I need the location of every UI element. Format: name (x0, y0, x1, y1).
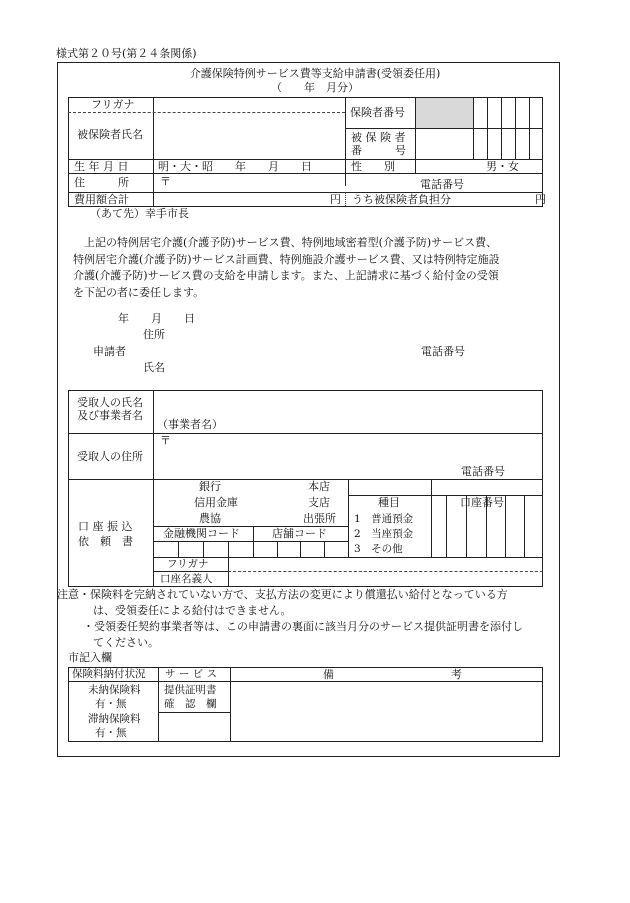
recipient-postal-mark: 〒 (160, 434, 171, 447)
applicant-address-label: 住所 (143, 328, 165, 341)
declaration-line: 介護(介護予防)サービス費の支給を申請します。また、上記請求に基づく給付金の受領 (73, 269, 499, 282)
service-cert-label-line2: 提供証明書 (164, 684, 217, 696)
insured-number-label-line2: 番 号 (351, 144, 406, 157)
bank-code-label: 金融機関コード (163, 527, 240, 540)
premium-status-label: 保険料納付状況 (72, 668, 146, 680)
declaration-line: 上記の特例居宅介護(介護予防)サービス費、特例地域密着型(介護予防)サービス費、 (73, 236, 498, 249)
holder-furigana-label: フリガナ (167, 558, 209, 570)
recipient-name-label-line1: 受取人の氏名 (77, 396, 143, 409)
account-type-current: 2 当座預金 (354, 528, 414, 540)
bank-section-label-line2: 依 頼 書 (78, 535, 133, 548)
account-type-other: 3 その他 (354, 543, 403, 555)
note-line: ・受領委任契約事業者等は、この申請書の裏面に該当月分のサービス提供証明書を添付し (83, 620, 523, 633)
account-type-ordinary: 1 普通預金 (354, 513, 414, 525)
account-holder-label: 口座名義人 (160, 573, 213, 585)
applicant-label: 申請者 (93, 345, 126, 358)
sex-label: 性 別 (351, 160, 395, 173)
remarks-label-1: 備 (323, 668, 334, 681)
recipient-address-label: 受取人の住所 (77, 450, 143, 463)
branch-option-branch: 支店 (308, 496, 330, 509)
recipient-phone-label: 電話番号 (461, 465, 505, 478)
form-period: （ 年 月分） (271, 81, 359, 94)
insurer-number-label: 保険者番号 (350, 106, 405, 119)
insured-name-field[interactable] (154, 113, 344, 158)
application-date: 年 月 日 (118, 312, 195, 325)
birth-value: 明・大・昭 年 月 日 (158, 160, 312, 173)
bank-option-bank: 銀行 (199, 480, 221, 493)
branch-option-sub: 出張所 (303, 512, 336, 525)
bank-section-label-line1: 口 座 振 込 (78, 520, 133, 533)
phone-label: 電話番号 (420, 178, 464, 191)
bank-option-agri: 農協 (199, 512, 221, 525)
furigana-label: フリガナ (91, 98, 135, 111)
cost-total-yen: 円 (330, 193, 341, 206)
declaration (73, 235, 500, 301)
birth-label: 生 年 月 日 (74, 160, 129, 173)
unpaid-premium-value: 有・無 (95, 698, 127, 710)
sex-value: 男・女 (486, 160, 519, 173)
overdue-premium-label: 滞納保険料 (88, 713, 141, 725)
branch-code-label: 店舗コード (272, 527, 327, 540)
city-section-label: 市記入欄 (68, 651, 112, 664)
address-label: 住 所 (74, 176, 129, 189)
declaration-line: 特例居宅介護(介護予防)サービス計画費、特例施設介護サービス費、又は特例特定施設 (73, 252, 500, 266)
branch-option-head: 本店 (308, 480, 330, 493)
cost-total-label: 費用額合計 (74, 193, 129, 206)
addressee: （あて先）幸手市長 (90, 207, 189, 220)
account-number-label: 口座番号 (460, 496, 504, 509)
declaration-line: を下記の者に委任します。 (73, 285, 205, 299)
service-cert-label-line1: サ ー ビ ス (165, 668, 218, 680)
unpaid-premium-label: 未納保険料 (88, 684, 141, 696)
postal-mark: 〒 (160, 175, 171, 188)
business-name-label: （事業者名） (157, 418, 223, 431)
recipient-name-label-line2: 及び事業者名 (77, 409, 143, 422)
form-title: 介護保険特例サービス費等支給申請書(受領委任用) (189, 67, 441, 80)
service-cert-label-line3: 確 認 欄 (164, 698, 217, 710)
insured-name-label: 被保険者氏名 (77, 128, 143, 141)
note-line: 注意・保険料を完納されていない方で、支払方法の変更により償還払い給付となっている方 (57, 588, 508, 601)
account-type-label: 種目 (378, 496, 400, 509)
copay-label: うち被保険者負担分 (352, 193, 451, 206)
note-line: は、受領委任による給付はできません。 (93, 604, 292, 617)
insured-number-label-line1: 被 保 険 者 (351, 131, 406, 144)
note-line: てください。 (93, 636, 159, 649)
remarks-label-2: 考 (451, 668, 462, 681)
applicant-name-label: 氏名 (143, 361, 165, 374)
applicant-phone-label: 電話番号 (421, 345, 465, 358)
overdue-premium-value: 有・無 (95, 727, 127, 739)
copay-yen: 円 (535, 193, 546, 206)
bank-option-credit-union: 信用金庫 (194, 496, 238, 509)
form-number: 様式第２０号(第２４条関係) (56, 47, 197, 60)
